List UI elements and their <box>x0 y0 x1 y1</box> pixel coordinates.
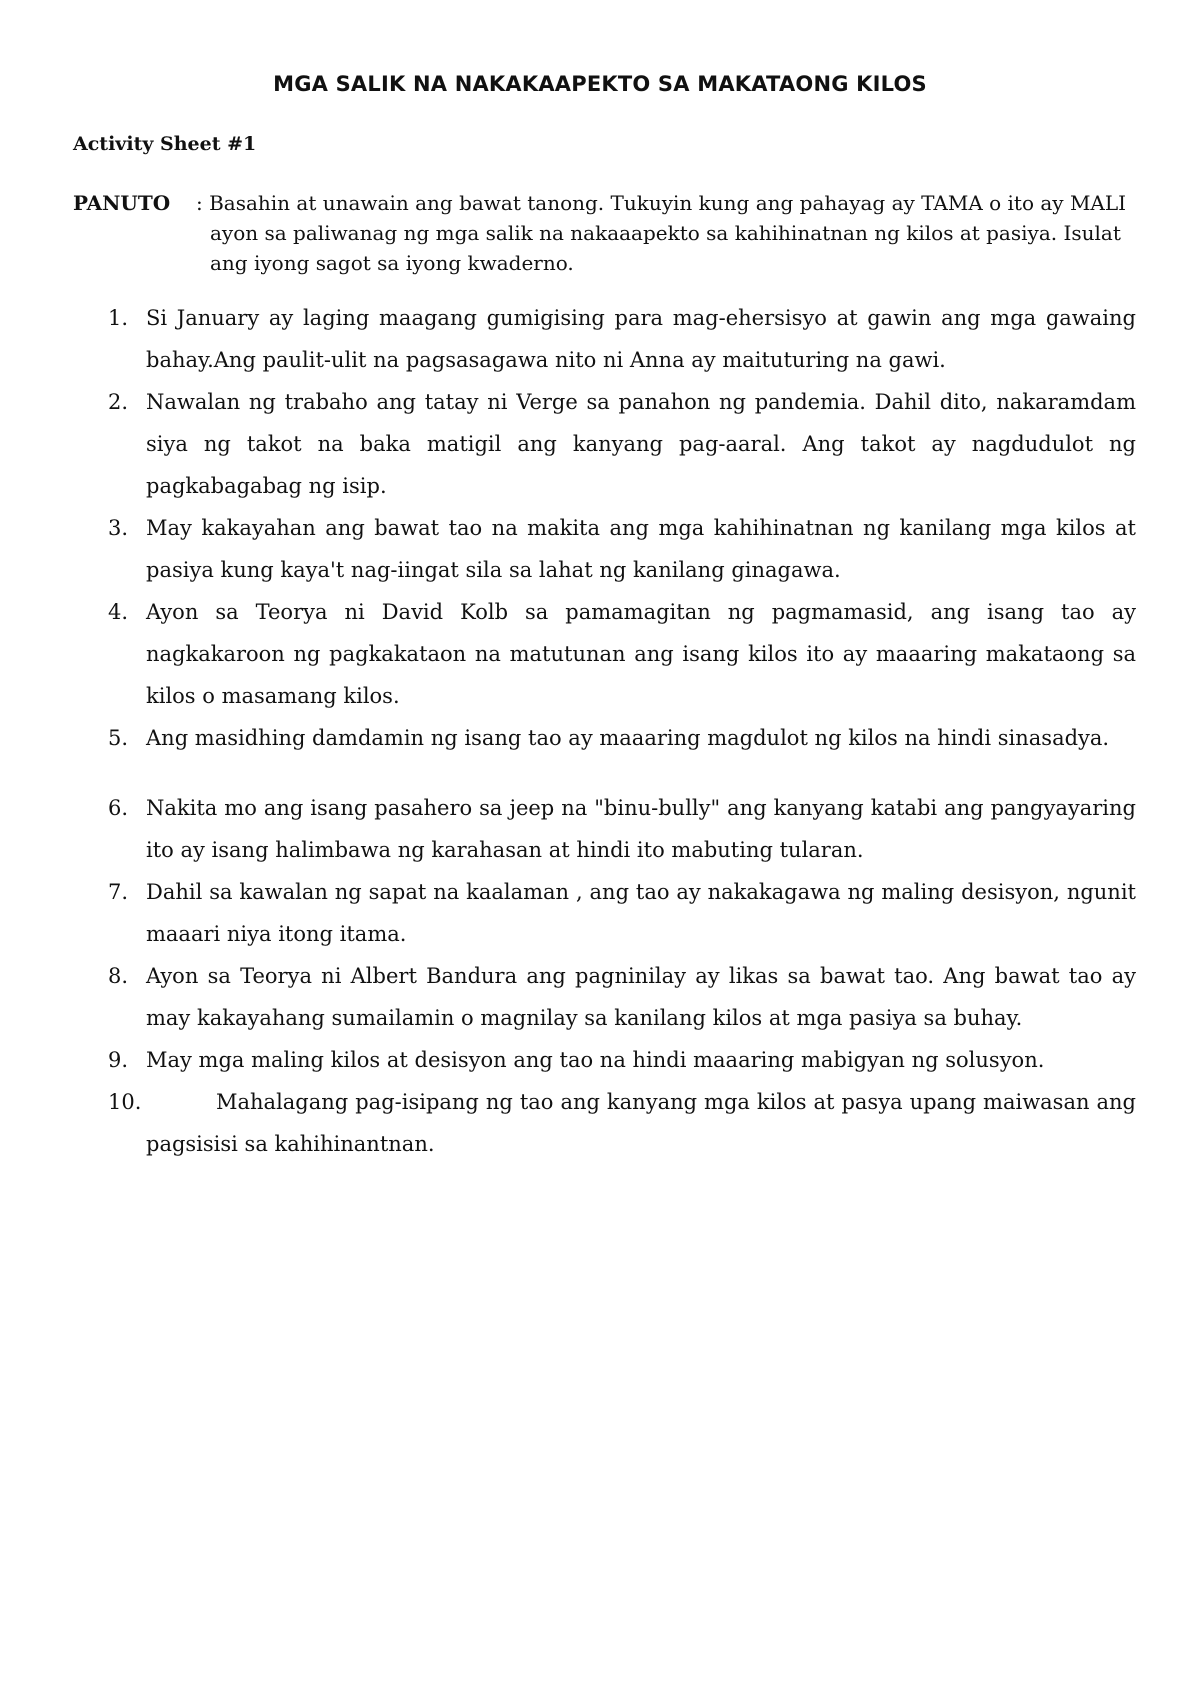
question-text: May kakayahan ang bawat tao na makita ang mga kahihinatnan ng kanilang mga kilos at pasiya kung kaya't nag-iingat sila sa lahat ng kanilang ginagawa. <box>146 516 1136 582</box>
question-number: 9. <box>108 1048 129 1072</box>
question-list <box>108 297 1136 1165</box>
question-number: 2. <box>108 390 129 414</box>
question-number: 1. <box>108 306 129 330</box>
question-text: Ayon sa Teorya ni Albert Bandura ang pagninilay ay likas sa bawat tao. Ang bawat tao ay may kakayahang sumailamin o magnilay sa kanilang kilos at mga pasiya sa buhay. <box>146 964 1136 1030</box>
question-item <box>108 955 1136 1039</box>
instructions <box>73 188 1133 278</box>
question-item <box>108 787 1136 871</box>
activity-sheet-heading: Activity Sheet #1 <box>73 133 257 155</box>
question-text: Mahalagang pag-isipang ng tao ang kanyang mga kilos at pasya upang maiwasan ang pagsisisi sa kahihinantnan. <box>146 1090 1136 1156</box>
question-item <box>108 1039 1136 1081</box>
question-item <box>108 717 1136 759</box>
question-number: 10. <box>108 1090 142 1114</box>
question-number: 6. <box>108 796 129 820</box>
question-item <box>108 297 1136 381</box>
question-text: Dahil sa kawalan ng sapat na kaalaman , ang tao ay nakakagawa ng maling desisyon, ngunit maaari niya itong itama. <box>146 880 1136 946</box>
question-number: 4. <box>108 600 129 624</box>
instructions-label: PANUTO <box>73 191 171 215</box>
question-text: May mga maling kilos at desisyon ang tao na hindi maaaring mabigyan ng solusyon. <box>146 1048 1045 1072</box>
question-item <box>108 381 1136 507</box>
question-text: Si January ay laging maagang gumigising para mag-ehersisyo at gawin ang mga gawaing bahay.Ang paulit-ulit na pagsasagawa nito ni Anna ay maituturing na gawi. <box>146 306 1136 372</box>
question-number: 3. <box>108 516 129 540</box>
question-item <box>108 591 1136 717</box>
question-number: 5. <box>108 726 129 750</box>
question-text: Nawalan ng trabaho ang tatay ni Verge sa panahon ng pandemia. Dahil dito, nakaramdam siya ng takot na baka matigil ang kanyang pag-aaral. Ang takot ay nagdudulot ng pagkabagabag ng isip. <box>146 390 1136 498</box>
document-title: MGA SALIK NA NAKAKAAPEKTO SA MAKATAONG KILOS <box>273 72 927 96</box>
question-text: Ayon sa Teorya ni David Kolb sa pamamagitan ng pagmamasid, ang isang tao ay nagkakaroon ng pagkakataon na matutunan ang isang kilos ito ay maaaring makataong sa kilos o masamang kilos. <box>146 600 1136 708</box>
question-item <box>108 1081 1136 1165</box>
question-text: Ang masidhing damdamin ng isang tao ay maaaring magdulot ng kilos na hindi sinasadya. <box>146 726 1110 750</box>
question-item <box>108 871 1136 955</box>
question-item <box>108 507 1136 591</box>
question-text: Nakita mo ang isang pasahero sa jeep na "binu-bully" ang kanyang katabi ang pangyayaring ito ay isang halimbawa ng karahasan at hindi ito mabuting tularan. <box>146 796 1136 862</box>
question-number: 7. <box>108 880 129 904</box>
instructions-text: : Basahin at unawain ang bawat tanong. Tukuyin kung ang pahayag ay TAMA o ito ay MALI ayon sa paliwanag ng mga salik na nakaaapekto sa kahihinatnan ng kilos at pasiya. Isulat ang iyong sagot sa iyong kwaderno. <box>196 191 1127 275</box>
question-number: 8. <box>108 964 129 988</box>
